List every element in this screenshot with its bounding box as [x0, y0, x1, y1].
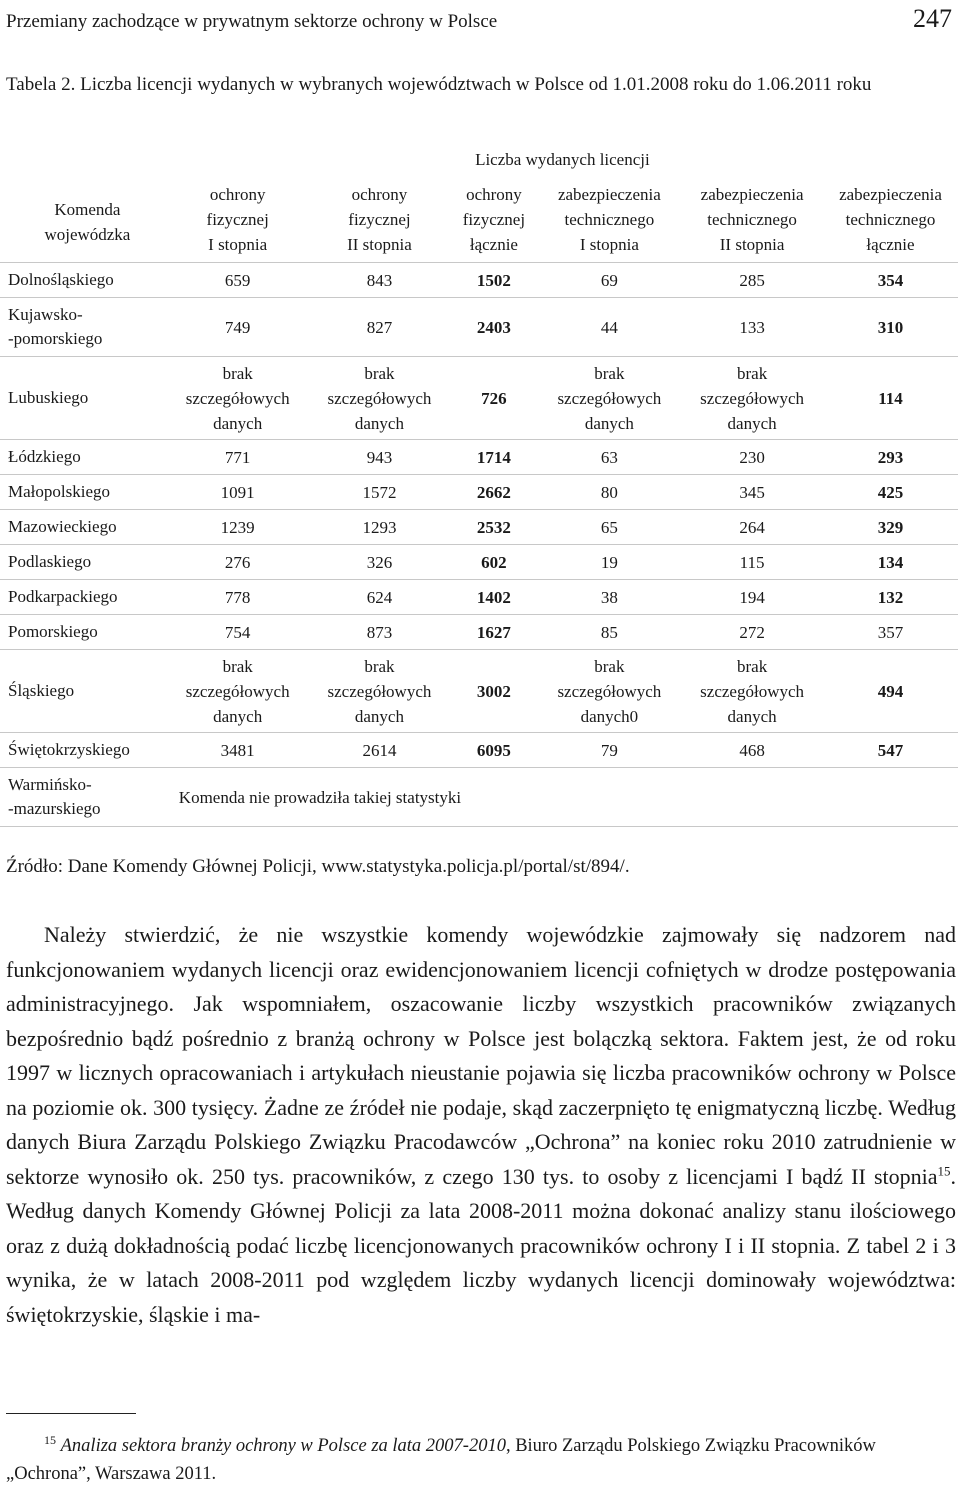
value-cell	[538, 475, 682, 510]
region-cell	[0, 580, 167, 615]
value-cell	[538, 733, 682, 768]
region-cell	[0, 263, 167, 298]
cell-line: danych	[354, 413, 404, 433]
cell-line: 310	[877, 317, 904, 337]
licenses-table	[0, 142, 958, 827]
no-statistics-note: Komenda nie prowadziła takiej statystyki	[178, 787, 462, 807]
running-header	[6, 4, 952, 36]
cell-line: danych	[213, 413, 263, 433]
region-cell	[0, 475, 167, 510]
value-cell	[309, 650, 451, 733]
table-row	[0, 733, 958, 768]
value-cell	[538, 357, 682, 440]
value-cell	[681, 650, 823, 733]
value-cell	[167, 263, 309, 298]
footnote-ref: 15	[937, 1163, 951, 1179]
value-cell	[450, 357, 537, 440]
footnote-rest: , Biuro Zarządu Polskiego Związku Pracowników „Ochrona”, Warszawa 2011.	[6, 1436, 876, 1484]
region-cell	[0, 510, 167, 545]
cell-line: 345	[739, 482, 765, 502]
cell-line: brak	[222, 656, 253, 676]
cell-line: brak	[736, 656, 768, 676]
region-name: Małopolskiego	[8, 482, 110, 501]
value-cell	[309, 545, 451, 580]
cell-line: 602	[481, 552, 507, 572]
cell-line: 754	[224, 622, 251, 642]
region-name: Dolnośląskiego	[8, 270, 114, 289]
value-cell	[538, 615, 682, 650]
value-cell	[823, 475, 958, 510]
region-cell	[0, 615, 167, 650]
value-cell	[450, 580, 537, 615]
header-line: II stopnia	[719, 234, 785, 254]
cell-line: 79	[600, 740, 618, 760]
value-cell	[538, 545, 682, 580]
footnote-number: 15	[44, 1432, 56, 1447]
value-cell	[309, 298, 451, 357]
table-row	[0, 650, 958, 733]
value-cell	[681, 440, 823, 475]
header-line: Komenda	[54, 200, 121, 219]
column-header	[167, 176, 309, 263]
value-cell	[823, 650, 958, 733]
value-cell	[167, 733, 309, 768]
body-text-part: Należy stwierdzić, że nie wszystkie komendy wojewódzkie zajmowały się nadzorem nad funkcjonowaniem wydanych licencji oraz ewidencjonowaniem licencji cofniętych w drodze postępowania administracyjnego. Jak wspomniałem, oszacowanie liczby wszystkich pracowników związanych bezpośrednio bądź pośrednio z branżą ochrony w Polsce jest bolączką sektora. Faktem jest, że od roku 1997 w licznych opracowaniach i artykułach nieustanie pojawia się liczba pracowników ochrony w Polsce na poziomie ok. 300 tysięcy. Żadne ze źródeł nie podaje, skąd zaczerpnięto tę enigmatyczną liczbę. Według danych Biura Zarządu Polskiego Związku Pracodawców „Ochrona” na koniec roku 2010 zatrudnienie w sektorze wynosiło ok. 250 tys. pracowników, z czego 130 tys. to osoby z licencjami I bądź II stopnia	[6, 922, 956, 1189]
value-cell	[538, 650, 682, 733]
value-cell	[450, 733, 537, 768]
cell-line: 1627	[476, 622, 511, 642]
cell-line: szczegółowych	[557, 388, 662, 408]
value-cell	[450, 545, 537, 580]
value-cell	[681, 733, 823, 768]
table-row	[0, 440, 958, 475]
cell-line: 1091	[220, 482, 255, 502]
region-cell	[0, 768, 167, 827]
value-cell	[681, 298, 823, 357]
value-cell	[450, 650, 537, 733]
value-cell	[823, 580, 958, 615]
cell-line: 659	[224, 270, 251, 290]
value-cell	[167, 510, 309, 545]
region-name: -mazurskiego	[8, 799, 101, 818]
cell-line: 293	[877, 447, 904, 467]
value-cell	[167, 298, 309, 357]
value-cell	[309, 615, 451, 650]
value-cell	[681, 263, 823, 298]
value-cell	[309, 475, 451, 510]
header-line: fizycznej	[206, 209, 269, 229]
cell-line: 63	[600, 447, 618, 467]
cell-line: 354	[877, 270, 904, 290]
table-row	[0, 768, 958, 827]
value-cell	[823, 298, 958, 357]
cell-line: 3002	[476, 681, 511, 701]
footnote	[6, 1432, 956, 1488]
cell-line: 2403	[476, 317, 511, 337]
region-name: Mazowieckiego	[8, 517, 117, 536]
table-row	[0, 357, 958, 440]
footnote-title: Analiza sektora branży ochrony w Polsce za lata 2007-2010	[60, 1436, 506, 1456]
cell-line: 843	[366, 270, 393, 290]
cell-line: 749	[224, 317, 251, 337]
region-cell	[0, 298, 167, 357]
header-line: II stopnia	[347, 234, 412, 254]
cell-line: 357	[877, 622, 904, 642]
region-name: Lubuskiego	[8, 388, 89, 407]
value-cell	[823, 440, 958, 475]
header-line: I stopnia	[208, 234, 268, 254]
table-source: Źródło: Dane Komendy Głównej Policji, www.statystyka.policja.pl/portal/st/894/.	[6, 856, 630, 877]
header-region	[0, 142, 167, 263]
region-cell	[0, 733, 167, 768]
cell-line: 194	[739, 587, 765, 607]
region-cell	[0, 650, 167, 733]
table-row	[0, 580, 958, 615]
cell-line: 272	[739, 622, 765, 642]
cell-line: 329	[877, 517, 904, 537]
region-cell	[0, 545, 167, 580]
column-header	[681, 176, 823, 263]
cell-line: 69	[600, 270, 618, 290]
value-cell	[450, 263, 537, 298]
cell-line: 115	[739, 552, 765, 572]
value-cell	[823, 733, 958, 768]
page-number: 247	[913, 4, 952, 33]
value-cell	[823, 510, 958, 545]
header-line: I stopnia	[579, 234, 639, 254]
value-cell	[309, 580, 451, 615]
header-line: zabezpieczenia	[557, 184, 661, 204]
value-cell	[538, 510, 682, 545]
value-cell	[167, 440, 309, 475]
region-name: Łódzkiego	[8, 447, 81, 466]
cell-line: 547	[877, 740, 904, 760]
cell-line: 778	[224, 587, 251, 607]
cell-line: szczegółowych	[557, 681, 662, 701]
value-cell	[309, 263, 451, 298]
value-cell	[823, 263, 958, 298]
cell-line: 425	[877, 482, 904, 502]
header-line: ochrony	[351, 184, 408, 204]
cell-line: 114	[878, 388, 903, 408]
region-name: Podkarpackiego	[8, 587, 118, 606]
header-line: ochrony	[466, 184, 522, 204]
cell-line: 65	[600, 517, 618, 537]
value-cell	[538, 440, 682, 475]
cell-line: danych	[727, 706, 777, 726]
value-cell	[681, 475, 823, 510]
value-cell	[450, 475, 537, 510]
value-cell	[450, 440, 537, 475]
cell-line: 19	[600, 552, 618, 572]
value-cell	[823, 545, 958, 580]
table-caption: Tabela 2. Liczba licencji wydanych w wybranych województwach w Polsce od 1.01.2008 roku do 1.06.2011 roku	[6, 74, 872, 95]
cell-line: 285	[739, 270, 765, 290]
running-title: Przemiany zachodzące w prywatnym sektorze ochrony w Polsce	[6, 11, 498, 32]
cell-line: 85	[600, 622, 618, 642]
cell-line: 276	[224, 552, 251, 572]
cell-line: 230	[739, 447, 765, 467]
value-cell	[167, 475, 309, 510]
column-header	[309, 176, 451, 263]
cell-line: 1714	[476, 447, 511, 467]
cell-line: brak	[594, 363, 625, 383]
header-line: fizycznej	[462, 209, 526, 229]
value-cell	[681, 545, 823, 580]
cell-line: 326	[366, 552, 393, 572]
cell-line: 133	[739, 317, 765, 337]
header-line: fizycznej	[348, 209, 411, 229]
cell-line: danych	[213, 706, 263, 726]
cell-line: 2614	[362, 740, 397, 760]
column-header	[823, 176, 958, 263]
cell-line: 726	[481, 388, 507, 408]
cell-line: szczegółowych	[327, 388, 432, 408]
cell-line: 468	[739, 740, 765, 760]
header-line: łącznie	[469, 234, 518, 254]
value-cell	[450, 298, 537, 357]
header-line: technicznego	[564, 209, 655, 229]
cell-line: 2532	[476, 517, 511, 537]
table-row	[0, 263, 958, 298]
value-cell	[167, 650, 309, 733]
value-cell	[167, 580, 309, 615]
cell-line: szczegółowych	[700, 388, 805, 408]
region-cell	[0, 357, 167, 440]
cell-line: 827	[366, 317, 393, 337]
cell-line: 873	[366, 622, 393, 642]
value-cell	[681, 580, 823, 615]
cell-line: 1572	[362, 482, 397, 502]
region-name: Podlaskiego	[8, 552, 92, 571]
cell-line: 6095	[476, 740, 511, 760]
table-row	[0, 615, 958, 650]
cell-line: 134	[877, 552, 904, 572]
cell-line: brak	[594, 656, 625, 676]
cell-line: 38	[600, 587, 618, 607]
value-cell	[681, 357, 823, 440]
value-cell	[167, 357, 309, 440]
value-cell	[681, 510, 823, 545]
cell-line: 624	[366, 587, 393, 607]
column-header	[450, 176, 537, 263]
value-cell	[823, 357, 958, 440]
cell-line: danych	[727, 413, 777, 433]
region-name: Pomorskiego	[8, 622, 98, 641]
cell-line: brak	[222, 363, 253, 383]
value-cell	[450, 615, 537, 650]
cell-line: 44	[600, 317, 618, 337]
region-name: -pomorskiego	[8, 329, 103, 348]
cell-line: 1402	[476, 587, 511, 607]
body-paragraph	[6, 918, 956, 1332]
table-row	[0, 475, 958, 510]
table-row	[0, 510, 958, 545]
cell-line: szczegółowych	[185, 681, 290, 701]
cell-line: 771	[224, 447, 251, 467]
cell-line: 1502	[476, 270, 511, 290]
value-cell	[681, 615, 823, 650]
cell-line: 943	[366, 447, 393, 467]
value-cell	[309, 510, 451, 545]
value-cell	[309, 733, 451, 768]
value-cell	[309, 357, 451, 440]
cell-line: brak	[736, 363, 768, 383]
cell-line: brak	[364, 363, 395, 383]
value-cell	[823, 615, 958, 650]
header-line: wojewódzka	[44, 225, 131, 244]
value-cell	[538, 580, 682, 615]
cell-line: 132	[877, 587, 904, 607]
cell-line: 1293	[362, 517, 397, 537]
column-header	[538, 176, 682, 263]
cell-line: danych	[584, 413, 634, 433]
cell-line: danych	[354, 706, 404, 726]
body-text-part: . Według danych Komendy Głównej Policji za lata 2008-2011 można dokonać analizy stanu ilościowego oraz z dużą dokładnością podać liczbę licencjonowanych pracowników ochrony I i II stopnia. Z tabel 2 i 3 wynika, że w latach 2008-2011 pod względem liczby wydanych licencji dominowały województwa: świętokrzyskie, śląskie i ma-	[6, 1163, 956, 1327]
value-cell	[167, 545, 309, 580]
value-cell	[538, 298, 682, 357]
region-name: Warmińsko-	[8, 775, 92, 794]
group-header: Liczba wydanych licencji	[475, 149, 650, 169]
header-line: łącznie	[866, 234, 915, 254]
region-name: Śląskiego	[8, 681, 75, 700]
cell-line: brak	[364, 656, 395, 676]
value-cell	[538, 263, 682, 298]
header-line: zabezpieczenia	[700, 184, 804, 204]
cell-line: szczegółowych	[327, 681, 432, 701]
footnote-divider	[6, 1413, 136, 1414]
cell-line: szczegółowych	[700, 681, 805, 701]
cell-line: 494	[877, 681, 904, 701]
cell-line: 2662	[476, 482, 511, 502]
header-line: technicznego	[707, 209, 797, 229]
cell-line: danych0	[580, 706, 639, 726]
region-name: Kujawsko-	[8, 305, 83, 324]
cell-line: szczegółowych	[185, 388, 290, 408]
header-line: technicznego	[845, 209, 936, 229]
value-cell	[167, 615, 309, 650]
value-cell	[450, 510, 537, 545]
table-row	[0, 545, 958, 580]
cell-line: 80	[600, 482, 618, 502]
table-row	[0, 298, 958, 357]
cell-line: 3481	[220, 740, 255, 760]
cell-line: 1239	[220, 517, 255, 537]
header-line: zabezpieczenia	[839, 184, 942, 204]
header-line: ochrony	[209, 184, 266, 204]
value-cell	[309, 440, 451, 475]
region-name: Świętokrzyskiego	[8, 740, 130, 759]
cell-line: 264	[739, 517, 765, 537]
region-cell	[0, 440, 167, 475]
